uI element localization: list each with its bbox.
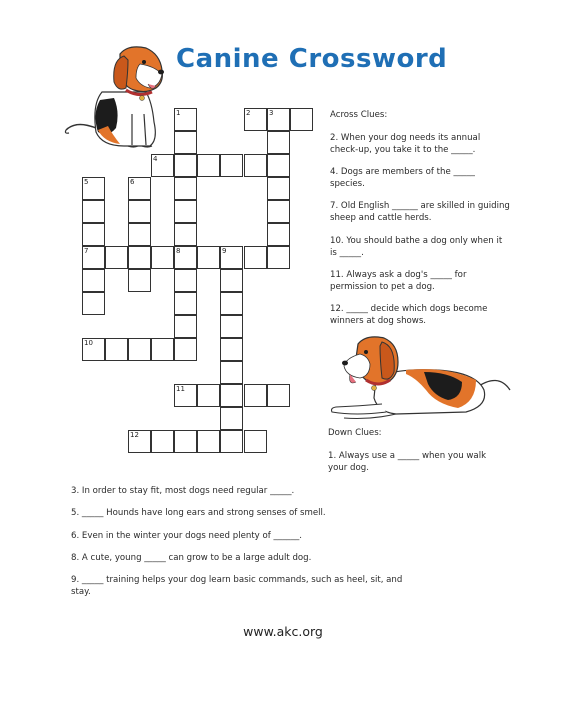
crossword-cell[interactable] bbox=[220, 384, 243, 407]
crossword-cell[interactable] bbox=[105, 246, 128, 269]
crossword-cell[interactable] bbox=[244, 246, 267, 269]
clue-number: 12 bbox=[130, 431, 139, 439]
crossword-cell[interactable] bbox=[220, 407, 243, 430]
crossword-cell[interactable] bbox=[151, 430, 174, 453]
crossword-cell[interactable] bbox=[151, 154, 174, 177]
crossword-cell[interactable] bbox=[82, 200, 105, 223]
crossword-cell[interactable] bbox=[174, 269, 197, 292]
clue-number: 5 bbox=[84, 178, 89, 186]
crossword-cell[interactable] bbox=[267, 223, 290, 246]
crossword-cell[interactable] bbox=[174, 246, 197, 269]
crossword-cell[interactable] bbox=[82, 269, 105, 292]
down-clue-9: 9. _____ training helps your dog learn basic commands, such as heel, sit, and stay. bbox=[71, 575, 403, 597]
across-clues-heading: Across Clues: bbox=[330, 110, 388, 120]
clue-number: 4 bbox=[153, 155, 158, 163]
crossword-cell[interactable] bbox=[220, 361, 243, 384]
down-clue-3: 3. In order to stay fit, most dogs need regular _____. bbox=[71, 486, 295, 496]
crossword-cell[interactable] bbox=[174, 108, 197, 131]
crossword-cell[interactable] bbox=[290, 108, 313, 131]
crossword-cell[interactable] bbox=[220, 269, 243, 292]
crossword-cell[interactable] bbox=[174, 338, 197, 361]
crossword-cell[interactable] bbox=[220, 315, 243, 338]
crossword-cell[interactable] bbox=[267, 131, 290, 154]
crossword-cell[interactable] bbox=[151, 246, 174, 269]
crossword-cell[interactable] bbox=[220, 338, 243, 361]
clue-number: 9 bbox=[222, 247, 227, 255]
crossword-cell[interactable] bbox=[220, 292, 243, 315]
down-clue-8: 8. A cute, young _____ can grow to be a large adult dog. bbox=[71, 553, 312, 563]
crossword-cell[interactable] bbox=[197, 154, 220, 177]
crossword-cell[interactable] bbox=[82, 223, 105, 246]
across-clue-10: 10. You should bathe a dog only when it is _____. bbox=[330, 236, 503, 258]
crossword-cell[interactable] bbox=[174, 154, 197, 177]
crossword-cell[interactable] bbox=[244, 154, 267, 177]
crossword-cell[interactable] bbox=[174, 177, 197, 200]
crossword-cell[interactable] bbox=[128, 338, 151, 361]
crossword-cell[interactable] bbox=[174, 315, 197, 338]
crossword-cell[interactable] bbox=[174, 223, 197, 246]
crossword-cell[interactable] bbox=[128, 269, 151, 292]
across-clue-7: 7. Old English ______ are skilled in guiding sheep and cattle herds. bbox=[330, 201, 510, 223]
down-clue-1: 1. Always use a _____ when you walk your dog. bbox=[328, 451, 487, 473]
crossword-cell[interactable] bbox=[82, 292, 105, 315]
clue-number: 8 bbox=[176, 247, 181, 255]
across-clue-2: 2. When your dog needs its annual check-up, you take it to the _____. bbox=[330, 133, 481, 155]
crossword-cell[interactable] bbox=[267, 384, 290, 407]
across-clue-12: 12. _____ decide which dogs become winners at dog shows. bbox=[330, 304, 488, 326]
across-clue-11: 11. Always ask a dog's _____ for permission to pet a dog. bbox=[330, 270, 467, 292]
crossword-cell[interactable] bbox=[244, 384, 267, 407]
across-clue-4: 4. Dogs are members of the _____ species. bbox=[330, 167, 475, 189]
crossword-cell[interactable] bbox=[220, 154, 243, 177]
crossword-cell[interactable] bbox=[82, 246, 105, 269]
crossword-cell[interactable] bbox=[267, 177, 290, 200]
footer-url[interactable]: www.akc.org bbox=[243, 624, 323, 639]
crossword-cell[interactable] bbox=[174, 384, 197, 407]
crossword-cell[interactable] bbox=[128, 430, 151, 453]
down-clue-6: 6. Even in the winter your dogs need plenty of ______. bbox=[71, 531, 303, 541]
crossword-cell[interactable] bbox=[197, 384, 220, 407]
crossword-cell[interactable] bbox=[151, 338, 174, 361]
crossword-cell[interactable] bbox=[267, 154, 290, 177]
crossword-cell[interactable] bbox=[174, 131, 197, 154]
crossword-cell[interactable] bbox=[82, 338, 105, 361]
crossword-cell[interactable] bbox=[128, 246, 151, 269]
crossword-cell[interactable] bbox=[174, 430, 197, 453]
crossword-cell[interactable] bbox=[174, 200, 197, 223]
clue-number: 3 bbox=[269, 109, 274, 117]
crossword-cell[interactable] bbox=[128, 223, 151, 246]
clue-number: 7 bbox=[84, 247, 89, 255]
clue-number: 2 bbox=[246, 109, 251, 117]
crossword-cell[interactable] bbox=[267, 200, 290, 223]
page-title: Canine Crossword bbox=[176, 44, 448, 74]
crossword-cell[interactable] bbox=[128, 177, 151, 200]
crossword-cell[interactable] bbox=[82, 177, 105, 200]
crossword-cell[interactable] bbox=[220, 430, 243, 453]
clue-number: 1 bbox=[176, 109, 181, 117]
crossword-cell[interactable] bbox=[174, 292, 197, 315]
lying-beagle-illustration bbox=[326, 332, 516, 422]
clue-number: 10 bbox=[84, 339, 93, 347]
down-clue-5: 5. _____ Hounds have long ears and strong senses of smell. bbox=[71, 508, 326, 518]
crossword-cell[interactable] bbox=[197, 430, 220, 453]
down-clues-heading: Down Clues: bbox=[328, 428, 382, 438]
crossword-cell[interactable] bbox=[244, 430, 267, 453]
clue-number: 6 bbox=[130, 178, 135, 186]
crossword-cell[interactable] bbox=[197, 246, 220, 269]
crossword-cell[interactable] bbox=[267, 108, 290, 131]
crossword-cell[interactable] bbox=[128, 200, 151, 223]
crossword-cell[interactable] bbox=[105, 338, 128, 361]
crossword-cell[interactable] bbox=[267, 246, 290, 269]
crossword-cell[interactable] bbox=[220, 246, 243, 269]
clue-number: 11 bbox=[176, 385, 185, 393]
crossword-cell[interactable] bbox=[244, 108, 267, 131]
